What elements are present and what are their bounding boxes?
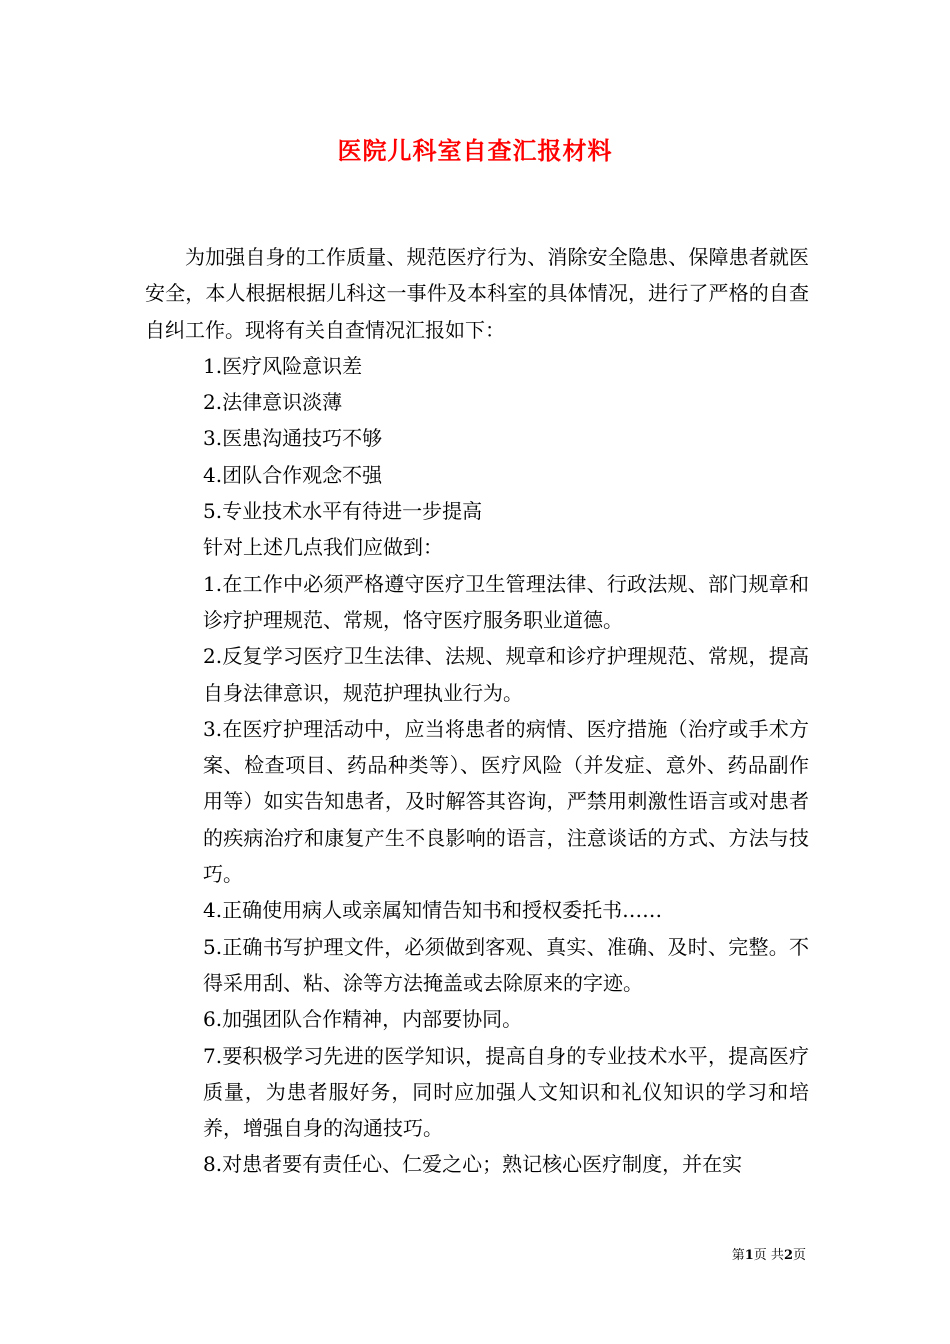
page-number	[732, 1247, 806, 1265]
measure-paragraph: 6.加强团队合作精神，内部要协同。	[203, 1007, 523, 1032]
intro-paragraph: 为加强自身的工作质量、规范医疗行为、消除安全隐患、保障患者就医安全，本人根据根据儿科这一事件及本科室的具体情况，进行了严格的自查自纠工作。现将有关自查情况汇报如下：	[145, 245, 809, 342]
problem-item: 2.法律意识淡薄	[203, 390, 343, 415]
document-body	[145, 239, 809, 1183]
measure-paragraph: 8.对患者要有责任心、仁爱之心；熟记核心医疗制度，并在实	[203, 1152, 743, 1177]
problem-item: 5.专业技术水平有待进一步提高	[203, 499, 483, 524]
page-number-prefix: 第	[731, 1248, 745, 1263]
measure-paragraph: 4.正确使用病人或亲属知情告知书和授权委托书……	[203, 898, 663, 923]
page-number-middle: 页 共	[753, 1248, 784, 1263]
problem-item: 3.医患沟通技巧不够	[203, 426, 383, 451]
page-number-total: 2	[783, 1248, 793, 1263]
problem-item: 4.团队合作观念不强	[203, 462, 383, 487]
measure-paragraph: 3.在医疗护理活动中，应当将患者的病情、医疗措施（治疗或手术方案、检查项目、药品种类等）、医疗风险（并发症、意外、药品副作用等）如实告知患者，及时解答其咨询，严禁用刺激性语言或对患者的疾病治疗和康复产生不良影响的语言，注意谈话的方式、方法与技巧。	[203, 716, 809, 887]
document-title: 医院儿科室自查汇报材料	[337, 136, 613, 165]
problem-item: 1.医疗风险意识差	[203, 353, 363, 378]
measure-paragraph: 5.正确书写护理文件，必须做到客观、真实、准确、及时、完整。不得采用刮、粘、涂等方法掩盖或去除原来的字迹。	[203, 934, 809, 995]
page-number-current: 1	[744, 1248, 754, 1263]
measure-paragraph: 2.反复学习医疗卫生法律、法规、规章和诊疗护理规范、常规，提高自身法律意识，规范护理执业行为。	[203, 644, 809, 705]
measures-heading: 针对上述几点我们应做到：	[203, 535, 443, 560]
measure-paragraph: 1.在工作中必须严格遵守医疗卫生管理法律、行政法规、部门规章和诊疗护理规范、常规，恪守医疗服务职业道德。	[203, 571, 809, 632]
measure-paragraph: 7.要积极学习先进的医学知识，提高自身的专业技术水平，提高医疗质量，为患者服好务，同时应加强人文知识和礼仪知识的学习和培养，增强自身的沟通技巧。	[203, 1043, 809, 1141]
page-number-suffix: 页	[792, 1248, 806, 1263]
